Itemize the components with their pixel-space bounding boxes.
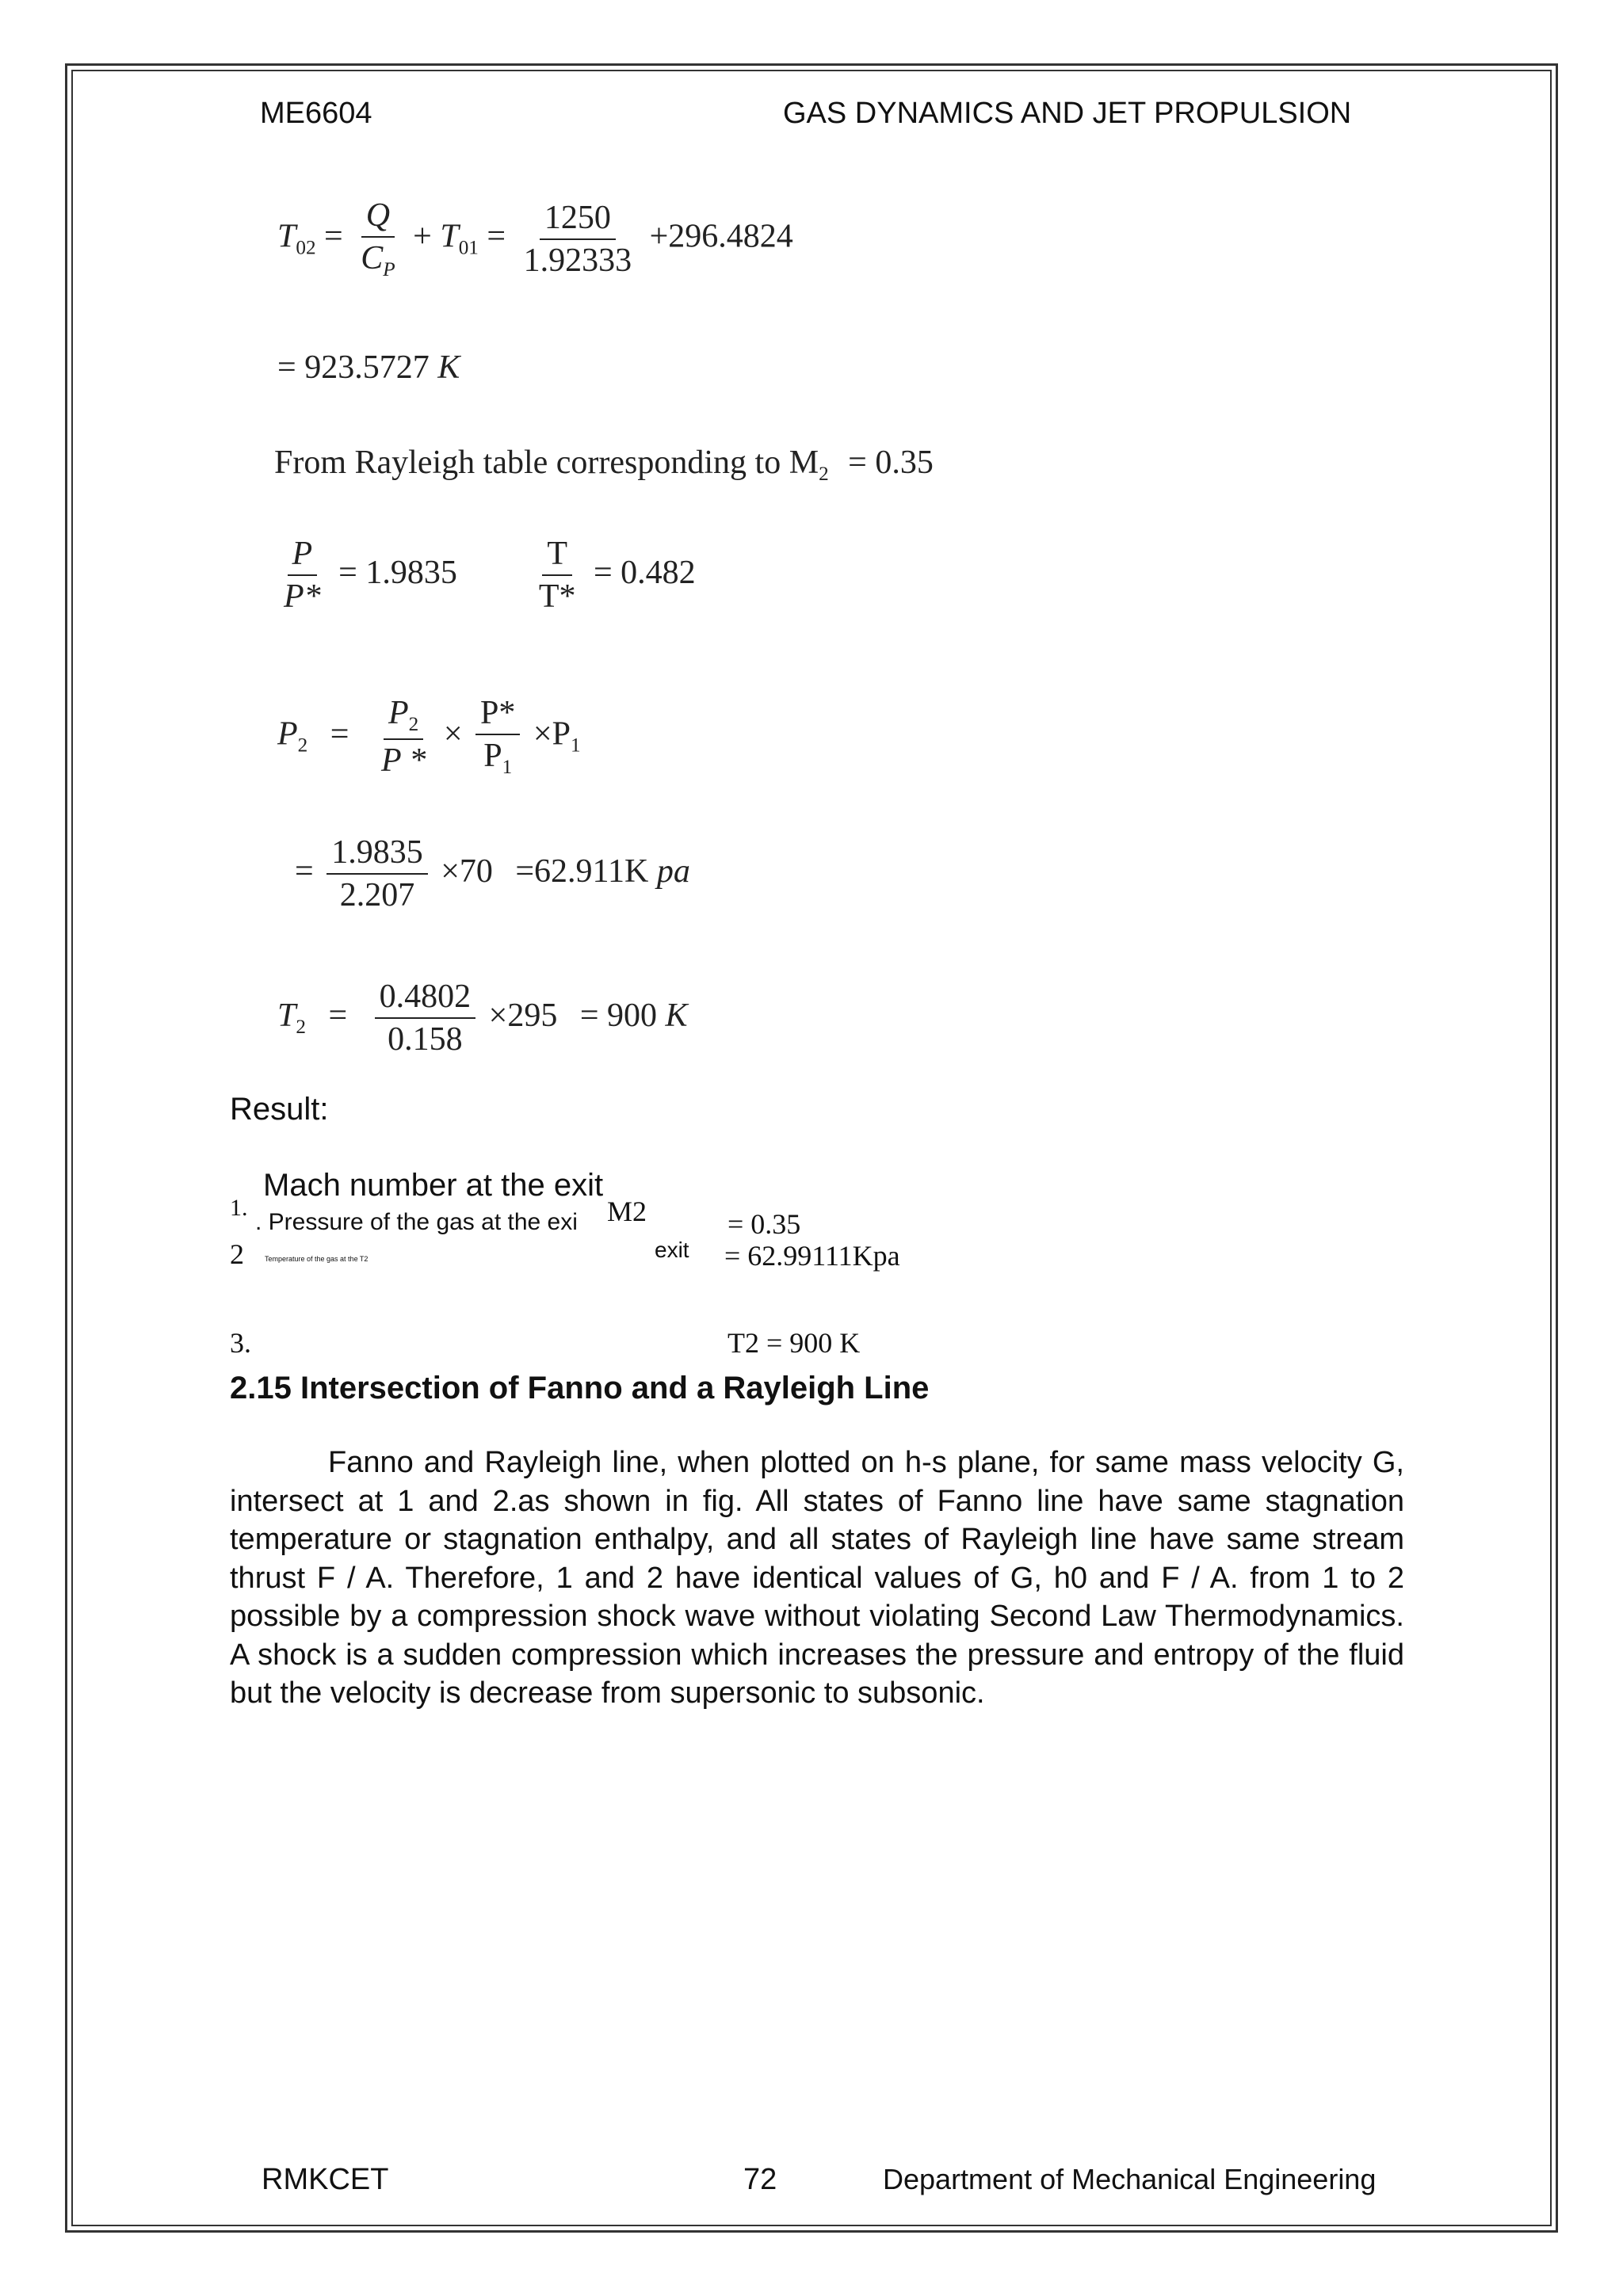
result-heading: Result: <box>230 1092 329 1127</box>
fraction-p2-over-pstar: $\frac{P_2}{P *}$ <box>380 695 426 779</box>
result-exit-label: exit <box>655 1238 689 1262</box>
equation-t02-result: = 923.5727 K <box>277 349 460 386</box>
rayleigh-table-note: From Rayleigh table corresponding to $M_2 = 0.35$ <box>274 444 934 485</box>
equation-ratios: $\frac{P}{P*}$ = 1.9835 $\frac{T}{T*}$ = 0.482 <box>274 535 696 616</box>
footer-department: Department of Mechanical Engineering <box>883 2163 1377 2195</box>
equation-p2-value: = $\frac{1.9835}{2.207}$ ×70 =62.911K pa <box>295 834 690 914</box>
fraction-t-over-tstar: $\frac{T}{T*}$ <box>538 536 576 616</box>
result-item3-tiny-label: Temperature of the gas at the T2 <box>265 1255 369 1263</box>
result-m2-value: = 0.35 <box>727 1208 801 1240</box>
fraction-pstar-over-p1: $\frac{P*}{P_1}$ <box>475 694 520 780</box>
result-item1-number: 1. <box>230 1195 248 1221</box>
footer-page-number: 72 <box>743 2163 777 2196</box>
result-p2-value: = 62.99111Kpa <box>724 1240 900 1272</box>
result-item3-number: 3. <box>230 1327 251 1359</box>
fraction-q-over-cp: $\frac{Q}{C_P}$ <box>361 197 395 281</box>
footer-college: RMKCET <box>262 2163 389 2196</box>
section-heading: 2.15 Intersection of Fanno and a Rayleigh Line <box>230 1371 930 1405</box>
equation-p2: $P_2$ = $\frac{P_2}{P *}$ × $\frac{P*}{P_1}$ $\times P_1$ <box>277 695 581 779</box>
page-border-inner <box>71 70 1552 2226</box>
result-item1-label: Mach number at the exit <box>263 1168 604 1203</box>
result-item2-label: . Pressure of the gas at the exi <box>255 1209 578 1235</box>
result-t2-value: T2 = 900 K <box>727 1327 861 1359</box>
result-item2-number: 2 <box>230 1238 244 1270</box>
equation-t02: $T_{02}$ = $\frac{Q}{C_P}$ + $T_{01}$ = $\frac{1250}{1.92333}$ +296.4824 <box>277 197 793 281</box>
fraction-1250-over-cp: $\frac{1250}{1.92333}$ <box>523 199 632 280</box>
header-course-title: GAS DYNAMICS AND JET PROPULSION <box>783 97 1352 130</box>
header-course-code: ME6604 <box>260 97 372 130</box>
fraction-p-over-pstar: $\frac{P}{P*}$ <box>284 536 321 616</box>
equation-t2: $T_2$ = $\frac{0.4802}{0.158}$ ×295 = 900 K <box>277 978 688 1058</box>
section-paragraph: Fanno and Rayleigh line, when plotted on h-s plane, for same mass velocity G, intersect at 1 and 2.as shown in fig. All states of Fanno line have same stagnation temperature or stagnation enthalpy, and all states of Rayleigh line have same stream thrust F / A. Therefore, 1 and 2 have identical values of G, h0 and F / A. from 1 to 2 possible by a compression shock wave without violating Second Law Thermodynamics. A shock is a sudden compression which increases the pressure and entropy of the fluid but the velocity is decrease from supersonic to subsonic. <box>230 1446 1404 1710</box>
fraction-04802-over-0158: $\frac{0.4802}{0.158}$ <box>375 978 476 1059</box>
fraction-19835-over-2207: $\frac{1.9835}{2.207}$ <box>327 833 428 915</box>
result-m2-symbol: M2 <box>607 1196 647 1227</box>
